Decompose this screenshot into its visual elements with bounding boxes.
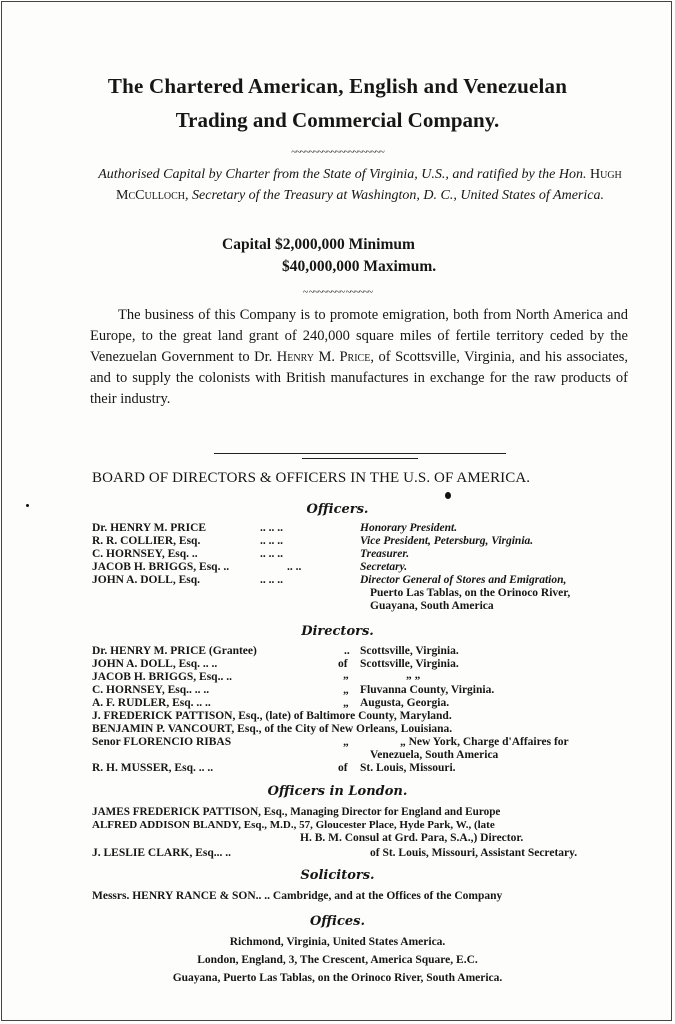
solicitors-line: Messrs. HENRY RANCE & SON.. .. Cambridge, and at the Offices of the Company — [92, 890, 503, 902]
director-place: Augusta, Georgia. — [360, 697, 450, 709]
london-officer: JAMES FREDERICK PATTISON, Esq., Managing Director for England and Europe — [92, 806, 501, 818]
offices-heading: Offices. — [309, 914, 366, 929]
director-name: JACOB H. BRIGGS, Esq.. .. — [92, 671, 232, 683]
officer-name: JOHN A. DOLL, Esq. — [92, 574, 200, 586]
london-officer-role: of St. Louis, Missouri, Assistant Secretary. — [370, 847, 578, 859]
director-mid: of — [338, 762, 348, 774]
director-place: St. Louis, Missouri. — [360, 762, 456, 774]
director-full-line: J. FREDERICK PATTISON, Esq., (late) of Baltimore County, Maryland. — [92, 710, 452, 722]
officer-role-text: Treasurer. — [360, 548, 410, 560]
officer-role-text: Director General of Stores and Emigration, — [360, 574, 567, 586]
authorisation-pre: Authorised Capital by Charter from the State of Virginia, U.S., and ratified by the Hon. — [98, 167, 590, 182]
director-place: Scottsville, Virginia. — [360, 645, 459, 657]
officer-name: Dr. HENRY M. PRICE — [92, 522, 207, 534]
director-place: „ New York, Charge d'Affaires for — [400, 736, 569, 748]
authorisation-name: Hugh McCulloch — [116, 167, 622, 203]
title-line-2: Trading and Commercial Company. — [175, 108, 500, 132]
director-mid: „ — [343, 697, 349, 709]
ornament-rule-2: ~ ~~~~~~~~ ~~~~~~ — [302, 287, 373, 298]
officer-dots: .. .. .. — [260, 522, 283, 534]
directors-heading: Directors. — [301, 624, 374, 639]
officer-role-text: Vice President, Petersburg, Virginia. — [360, 535, 534, 547]
director-place: „ „ — [406, 669, 421, 681]
director-place-continued: Venezuela, South America — [370, 749, 499, 761]
officer-role — [360, 535, 533, 547]
authorisation-text — [90, 164, 630, 206]
director-mid: of — [338, 658, 348, 670]
officer-role — [360, 574, 566, 586]
ink-speck — [445, 492, 451, 499]
ink-speck — [26, 504, 29, 507]
director-mid: .. — [344, 645, 350, 657]
director-full-line: BENJAMIN P. VANCOURT, Esq., of the City of New Orleans, Louisiana. — [92, 723, 453, 735]
officer-role-continued: Guayana, South America — [370, 600, 494, 612]
business-name: Henry M. Price — [276, 349, 371, 365]
solicitors-heading: Solicitors. — [300, 868, 375, 883]
title-line-1: The Chartered American, English and Venezuelan — [107, 74, 568, 98]
business-post: , of Scottsville, Virginia, and his associates, and to supply the colonists with British manufactures in exchange for the raw products of their industry. — [90, 349, 628, 407]
director-name: Dr. HENRY M. PRICE (Grantee) — [92, 645, 257, 657]
officer-dots: .. .. — [287, 561, 302, 573]
director-name: JOHN A. DOLL, Esq. .. .. — [92, 658, 218, 670]
divider-rule-short — [302, 458, 418, 459]
divider-rule — [214, 453, 506, 454]
officer-name: C. HORNSEY, Esq. .. — [92, 548, 198, 560]
officer-role — [360, 548, 409, 560]
director-name: C. HORNSEY, Esq.. .. .. — [92, 684, 210, 696]
director-mid: „ — [343, 736, 349, 748]
officers-heading: Officers. — [306, 502, 369, 517]
officer-name: JACOB H. BRIGGS, Esq. .. — [92, 561, 230, 573]
officer-role-continued: Puerto Las Tablas, on the Orinoco River, — [370, 587, 571, 599]
london-officer: ALFRED ADDISON BLANDY, Esq., M.D., 57, Gloucester Place, Hyde Park, W., (late — [92, 819, 495, 831]
officer-dots: .. .. .. — [260, 535, 283, 547]
officer-name: R. R. COLLIER, Esq. — [92, 535, 201, 547]
officer-role-text: Secretary. — [360, 561, 408, 573]
director-name: R. H. MUSSER, Esq. .. .. — [92, 762, 214, 774]
london-officer-name: J. LESLIE CLARK, Esq... .. — [92, 847, 231, 859]
office-address: London, England, 3, The Crescent, America Square, E.C. — [197, 954, 478, 966]
officer-role-text: Honorary President. — [360, 522, 458, 534]
london-officer-continued: H. B. M. Consul at Grd. Para, S.A.,) Director. — [300, 832, 524, 844]
document-page — [1, 1, 672, 1021]
office-address: Guayana, Puerto Las Tablas, on the Orinoco River, South America. — [172, 972, 503, 984]
director-place: Scottsville, Virginia. — [360, 658, 459, 670]
director-mid: „ — [343, 684, 349, 696]
london-heading: Officers in London. — [267, 784, 408, 799]
board-heading: BOARD OF DIRECTORS & OFFICERS IN THE U.S. OF AMERICA. — [92, 470, 531, 486]
authorisation-post: , Secretary of the Treasury at Washington, D. C., United States of America. — [185, 188, 604, 203]
ornament-rule: ~~~~~~~~~~~~~~~~~~~~~ — [291, 147, 384, 158]
director-mid: „ — [343, 669, 349, 681]
business-pre: The business of this Company is to promote emigration, both from North America and Europe, to the great land grant of 240,000 square miles of fertile territory ceded by the Venezuelan Government to Dr. — [90, 307, 628, 365]
capital-minimum: Capital $2,000,000 Minimum — [222, 236, 415, 253]
officer-dots: .. .. .. — [260, 548, 283, 560]
officer-role — [360, 561, 407, 573]
director-name: A. F. RUDLER, Esq. .. .. — [92, 697, 211, 709]
office-address: Richmond, Virginia, United States America. — [229, 936, 446, 948]
business-paragraph — [90, 305, 628, 410]
director-name: Senor FLORENCIO RIBAS — [92, 736, 232, 748]
capital-maximum: $40,000,000 Maximum. — [282, 258, 437, 275]
director-place: Fluvanna County, Virginia. — [360, 684, 495, 696]
officer-dots: .. .. .. — [260, 574, 283, 586]
officer-role — [360, 522, 457, 534]
